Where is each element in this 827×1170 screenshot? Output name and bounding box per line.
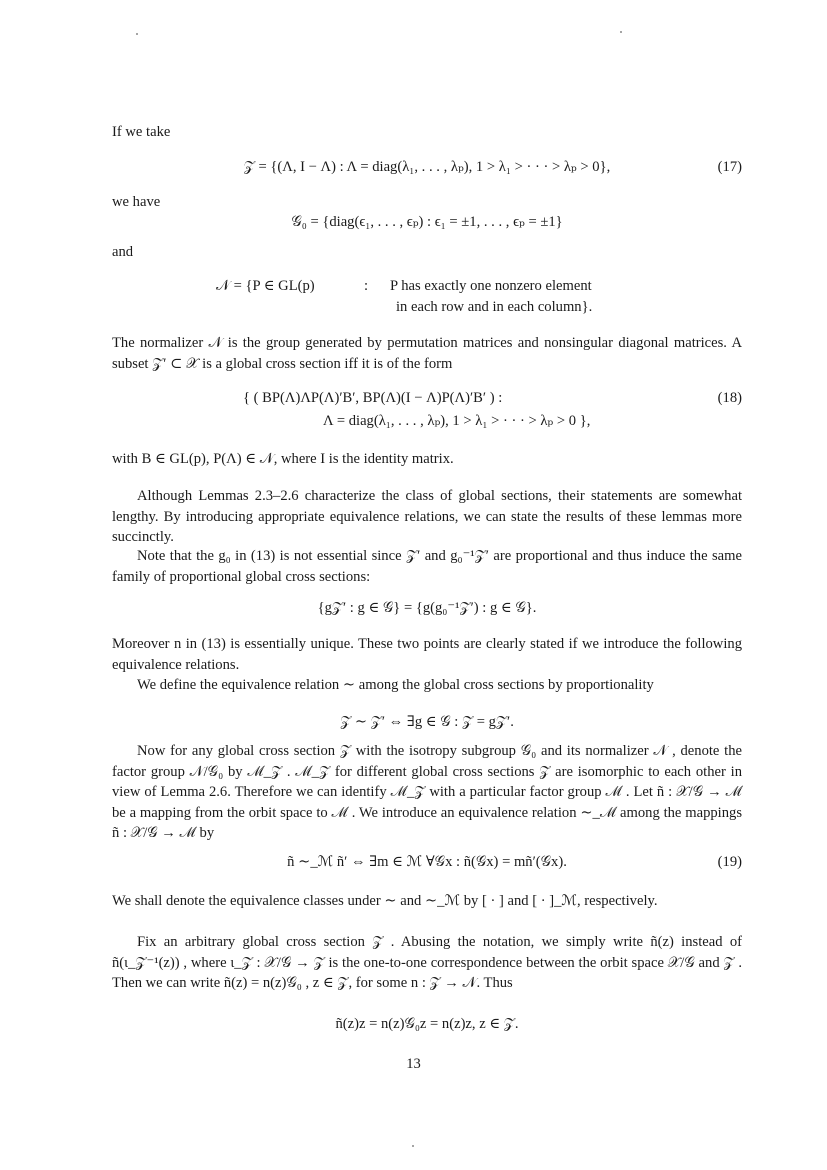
equation-family: {g𝒵′ : g ∈ 𝒢} = {g(g₀⁻¹𝒵′) : g ∈ 𝒢}. xyxy=(317,600,537,616)
equation-proportionality: 𝒵 ∼ 𝒵′ ⇔ ∃g ∈ 𝒢 : 𝒵 = g𝒵′. xyxy=(340,714,514,730)
page-number: 13 xyxy=(406,1056,421,1072)
equation-N-colon: : xyxy=(364,278,369,294)
scan-speck xyxy=(412,1145,414,1147)
scan-speck xyxy=(136,33,138,35)
para-note: Note that the g₀ in (13) is not essential since 𝒵′ and g₀⁻¹𝒵′ are proportional and thus induce the same family of proportional global cross sections: xyxy=(112,548,742,585)
equation-N-lhs: 𝒩 = {P ∈ GL(p) xyxy=(216,278,315,294)
equation-18-line2: Λ = diag(λ₁, . . . , λₚ), 1 > λ₁ > · · · > λₚ > 0 }, xyxy=(323,413,591,429)
equation-19: ñ ∼_ℳ ñ′ ⇔ ∃m ∈ ℳ ∀𝒢x : ñ(𝒢x) = mñ′(𝒢x). xyxy=(287,854,567,870)
equation-17: 𝒵 = {(Λ, I − Λ) : Λ = diag(λ₁, . . . , λₚ), 1 > λ₁ > · · · > λₚ > 0}, xyxy=(243,159,611,175)
equation-N-line1: P has exactly one nonzero element xyxy=(390,278,592,294)
equation-thus: ñ(z)z = n(z)𝒢₀z = n(z)z, z ∈ 𝒵. xyxy=(335,1016,519,1032)
para-if-we-take: If we take xyxy=(112,124,171,140)
para-define: We define the equivalence relation ∼ among the global cross sections by proportionality xyxy=(137,677,654,693)
equation-19-number: (19) xyxy=(717,854,742,870)
equation-g0: 𝒢₀ = {diag(ϵ₁, . . . , ϵₚ) : ϵ₁ = ±1, . . . , ϵₚ = ±1} xyxy=(291,214,563,230)
equation-18-line1: { ( BP(Λ)ΛP(Λ)′B′, BP(Λ)(I − Λ)P(Λ)′B′ ) : xyxy=(243,390,503,406)
equation-18-number: (18) xyxy=(717,390,742,406)
para-normalizer: The normalizer 𝒩 is the group generated by permutation matrices and nonsingular diagonal matrices. A subset 𝒵′ ⊂ 𝒳 is a global cross section iff it is of the form xyxy=(112,335,742,372)
para-we-have: we have xyxy=(112,194,161,210)
para-moreover: Moreover n in (13) is essentially unique. These two points are clearly stated if we introduce the following equivalence relations. xyxy=(112,636,742,673)
para-with: with B ∈ GL(p), P(Λ) ∈ 𝒩, where I is the identity matrix. xyxy=(112,451,454,467)
equation-17-number: (17) xyxy=(717,159,742,175)
para-denote: We shall denote the equivalence classes under ∼ and ∼_ℳ by [ · ] and [ · ]_ℳ, respectively. xyxy=(112,893,658,909)
para-now: Now for any global cross section 𝒵 with the isotropy subgroup 𝒢₀ and its normalizer 𝒩 , denote the factor group 𝒩/𝒢₀ by ℳ_𝒵 . ℳ_𝒵 for different global cross sections 𝒵 are isomorphic to each other in view of Lemma 2.6. Therefore we can identify ℳ_𝒵 with a particular factor group ℳ . Let ñ : 𝒳/𝒢 → ℳ be a mapping from the orbit space to ℳ . We introduce an equivalence relation ∼_ℳ among the mappings ñ : 𝒳/𝒢 → ℳ by xyxy=(112,743,742,841)
para-although: Although Lemmas 2.3–2.6 characterize the class of global sections, their statements are somewhat lengthy. By introducing appropriate equivalence relations, we can state the results of these lemmas more succinctly. xyxy=(112,488,742,545)
scan-speck xyxy=(620,31,622,33)
para-fix: Fix an arbitrary global cross section 𝒵 . Abusing the notation, we simply write ñ(z) instead of ñ(ι_𝒵⁻¹(z)) , where ι_𝒵 : 𝒳/𝒢 → 𝒵 is the one-to-one correspondence between the orbit space 𝒳/𝒢 and 𝒵 . Then we can write ñ(z) = n(z)𝒢₀ , z ∈ 𝒵, for some n : 𝒵 → 𝒩. Thus xyxy=(112,934,742,991)
equation-N-line2: in each row and in each column}. xyxy=(396,299,593,315)
para-and: and xyxy=(112,244,134,260)
